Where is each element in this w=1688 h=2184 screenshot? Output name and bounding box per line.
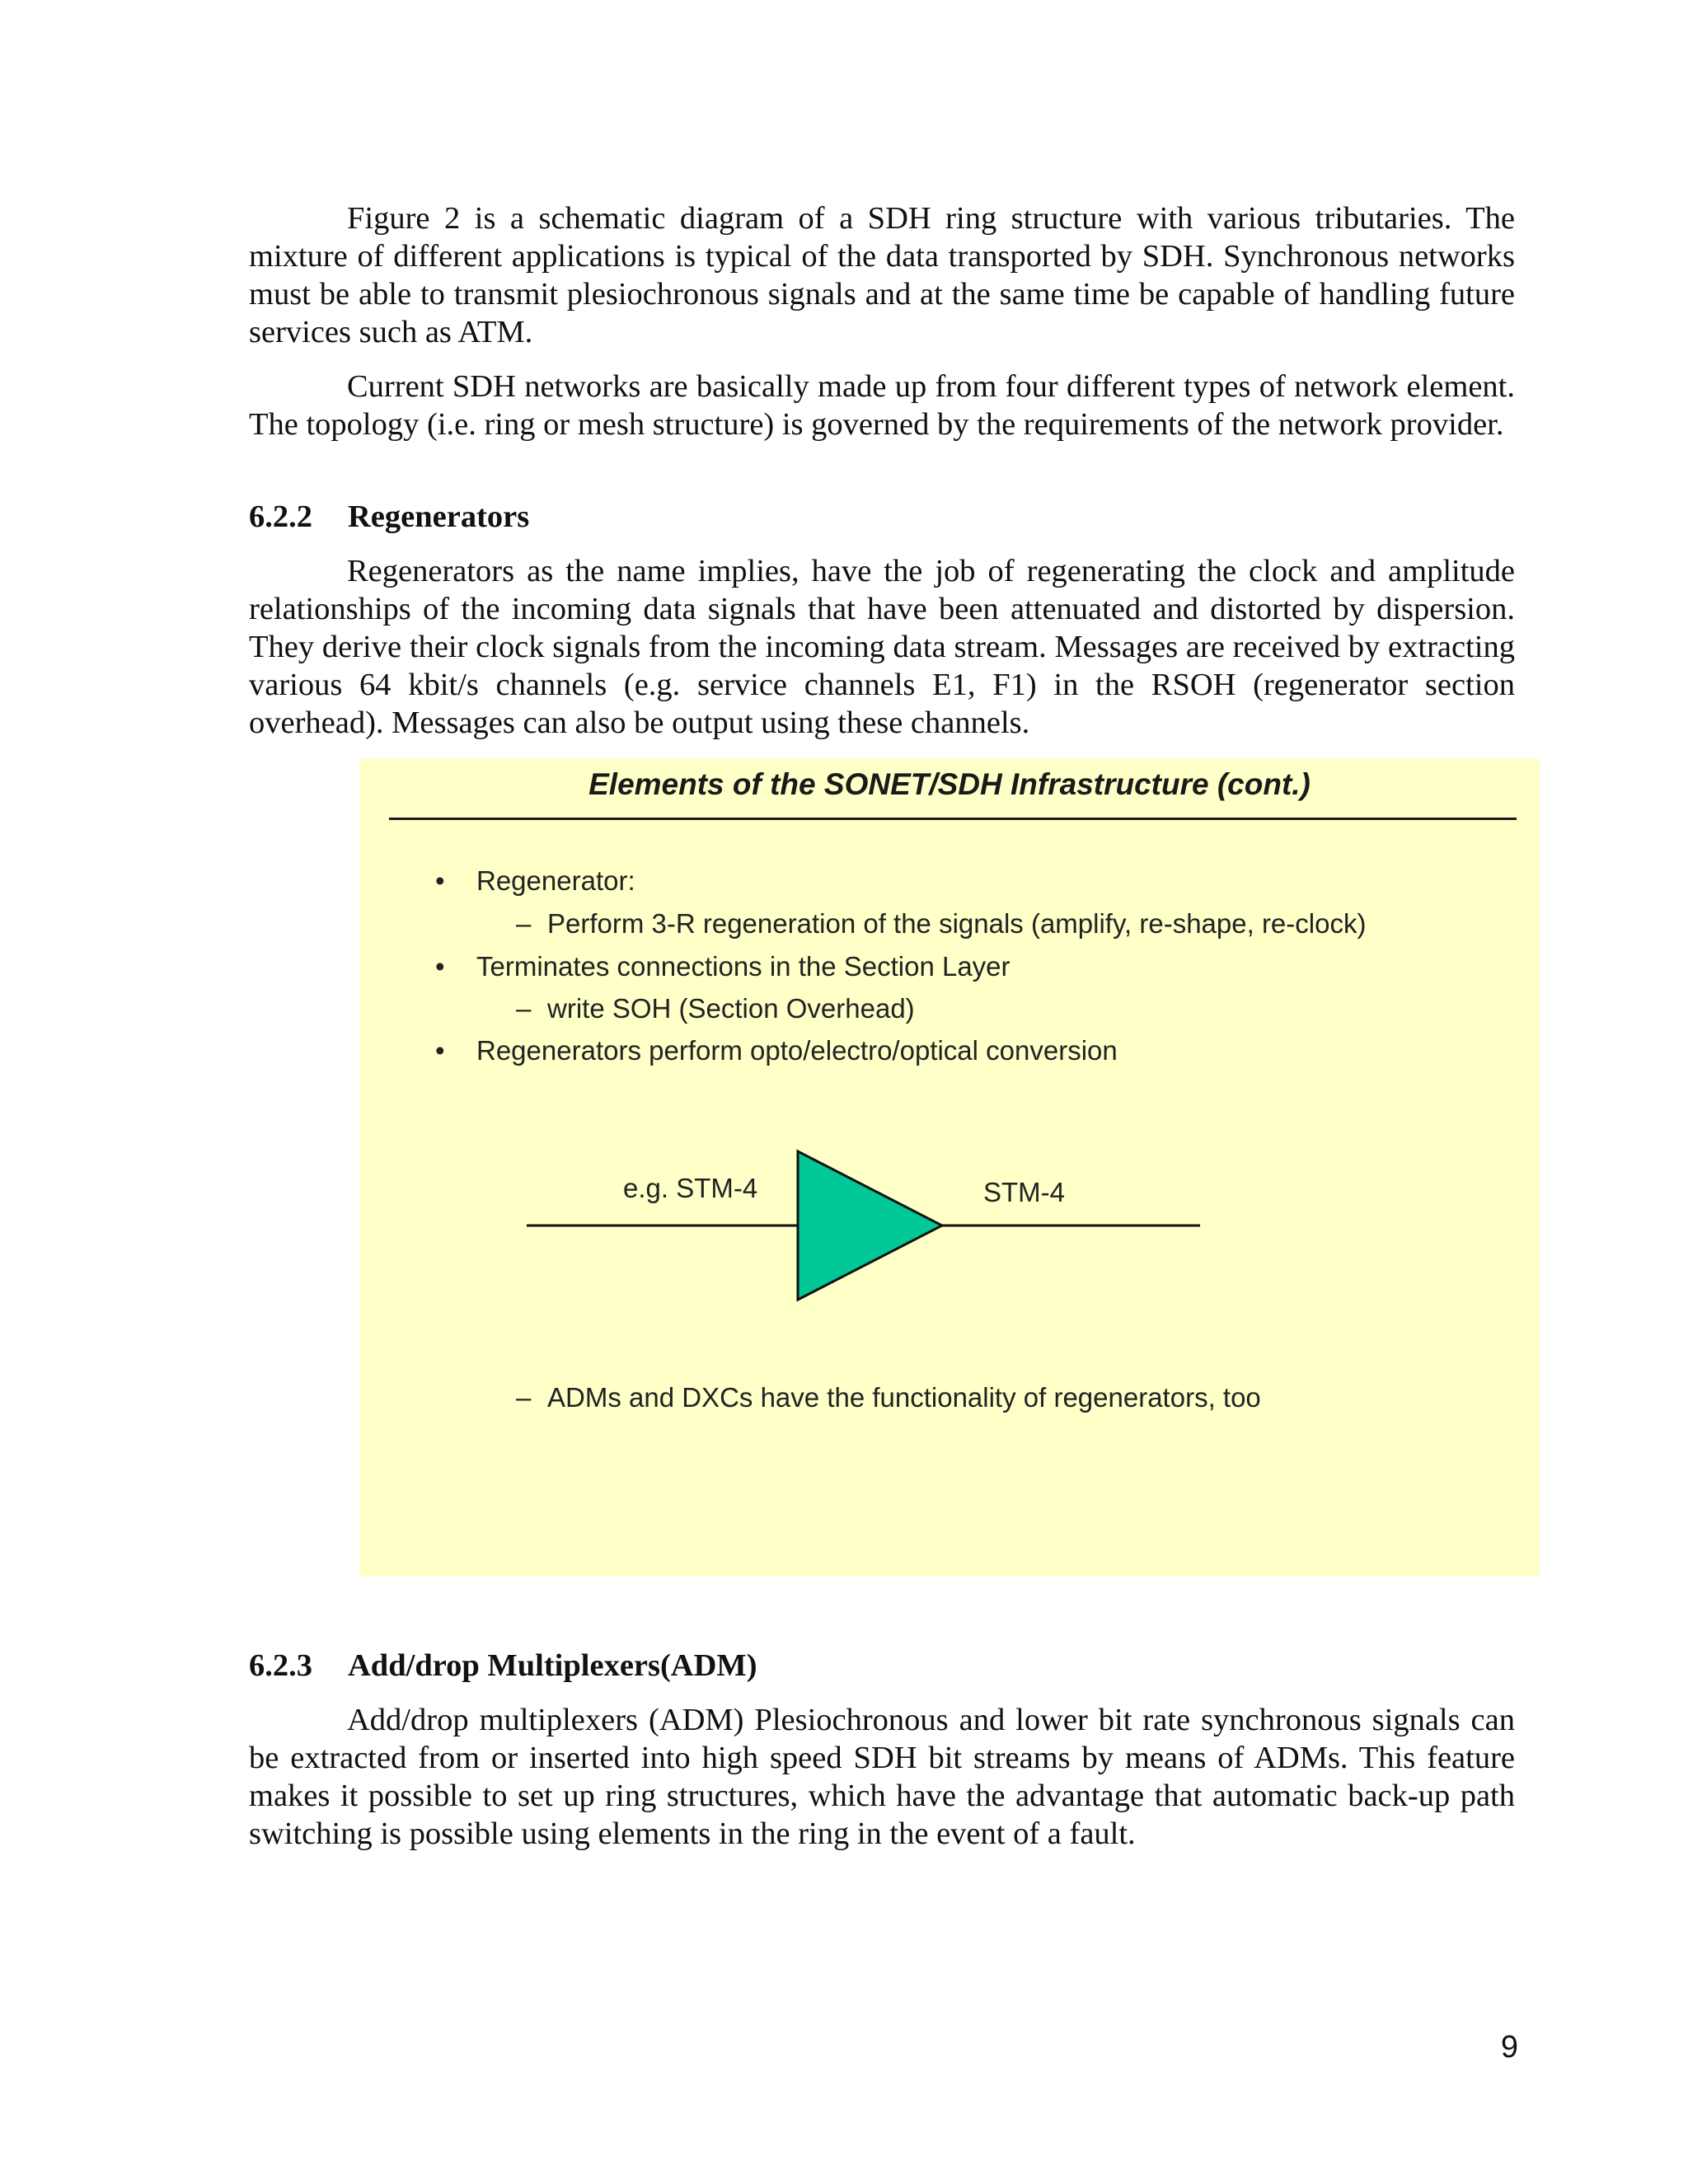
bullet-text: Terminates connections in the Section Layer <box>476 951 1010 982</box>
adm-text <box>249 1701 1515 1853</box>
output-signal-label: STM-4 <box>983 1177 1065 1207</box>
section-heading-adm <box>249 1647 757 1685</box>
section-title: Add/drop Multiplexers(ADM) <box>348 1648 757 1683</box>
bullet-text: Perform 3-R regeneration of the signals (amplify, re-shape, re-clock) <box>547 908 1367 939</box>
dash-marker: – <box>516 993 532 1024</box>
section-number: 6.2.3 <box>249 1648 312 1683</box>
page-number: 9 <box>1500 2030 1518 2064</box>
paragraph-regenerators: Regenerators as the name implies, have the job of regenerating the clock and amplitude relationships of the incoming data signals that have been attenuated and distorted by dispersion. They derive their clock signals from the incoming data stream. Messages are received by extracting various 64 kbit/s channels (e.g. service channels E1, F1) in the RSOH (regenerator section overhead). Messages can also be output using these channels. <box>249 554 1515 740</box>
bullet-marker: • <box>435 1035 445 1066</box>
bullet-marker: • <box>435 951 445 982</box>
bullet-text: Regenerator: <box>476 865 635 896</box>
section-number: 6.2.2 <box>249 499 312 534</box>
intro-text <box>249 199 1515 443</box>
section-title: Regenerators <box>348 499 530 534</box>
amplifier-triangle-icon <box>798 1151 942 1300</box>
section-heading-regenerators <box>249 498 529 536</box>
regenerator-diagram <box>359 759 1540 1577</box>
dash-marker: – <box>516 908 532 939</box>
bullet-marker: • <box>435 865 445 896</box>
regenerator-slide-figure <box>359 759 1540 1577</box>
paragraph-network-elements: Current SDH networks are basically made up from four different types of network element. The topology (i.e. ring or mesh structure) is governed by the requirements of the network provider. <box>249 369 1515 442</box>
paragraph-figure2: Figure 2 is a schematic diagram of a SDH ring structure with various tributaries. The mixture of different applications is typical of the data transported by SDH. Synchronous networks must be able to transmit plesiochronous signals and at the same time be capable of handling future services such as ATM. <box>249 201 1515 349</box>
regenerators-text <box>249 552 1515 742</box>
dash-marker: – <box>516 1382 532 1413</box>
bullet-text: write SOH (Section Overhead) <box>547 993 915 1024</box>
bullet-text: Regenerators perform opto/electro/optical conversion <box>476 1035 1118 1066</box>
input-signal-label: e.g. STM-4 <box>623 1173 758 1203</box>
slide-title: Elements of the SONET/SDH Infrastructure (cont.) <box>588 767 1311 801</box>
bullet-text: ADMs and DXCs have the functionality of regenerators, too <box>547 1382 1261 1413</box>
slide-sub-bullet <box>516 1381 1261 1414</box>
paragraph-adm: Add/drop multiplexers (ADM) Plesiochronous and lower bit rate synchronous signals can be extracted from or inserted into high speed SDH bit streams by means of ADMs. This feature makes it possible to set up ring structures, which have the advantage that automatic back-up path switching is possible using elements in the ring in the event of a fault. <box>249 1703 1515 1851</box>
